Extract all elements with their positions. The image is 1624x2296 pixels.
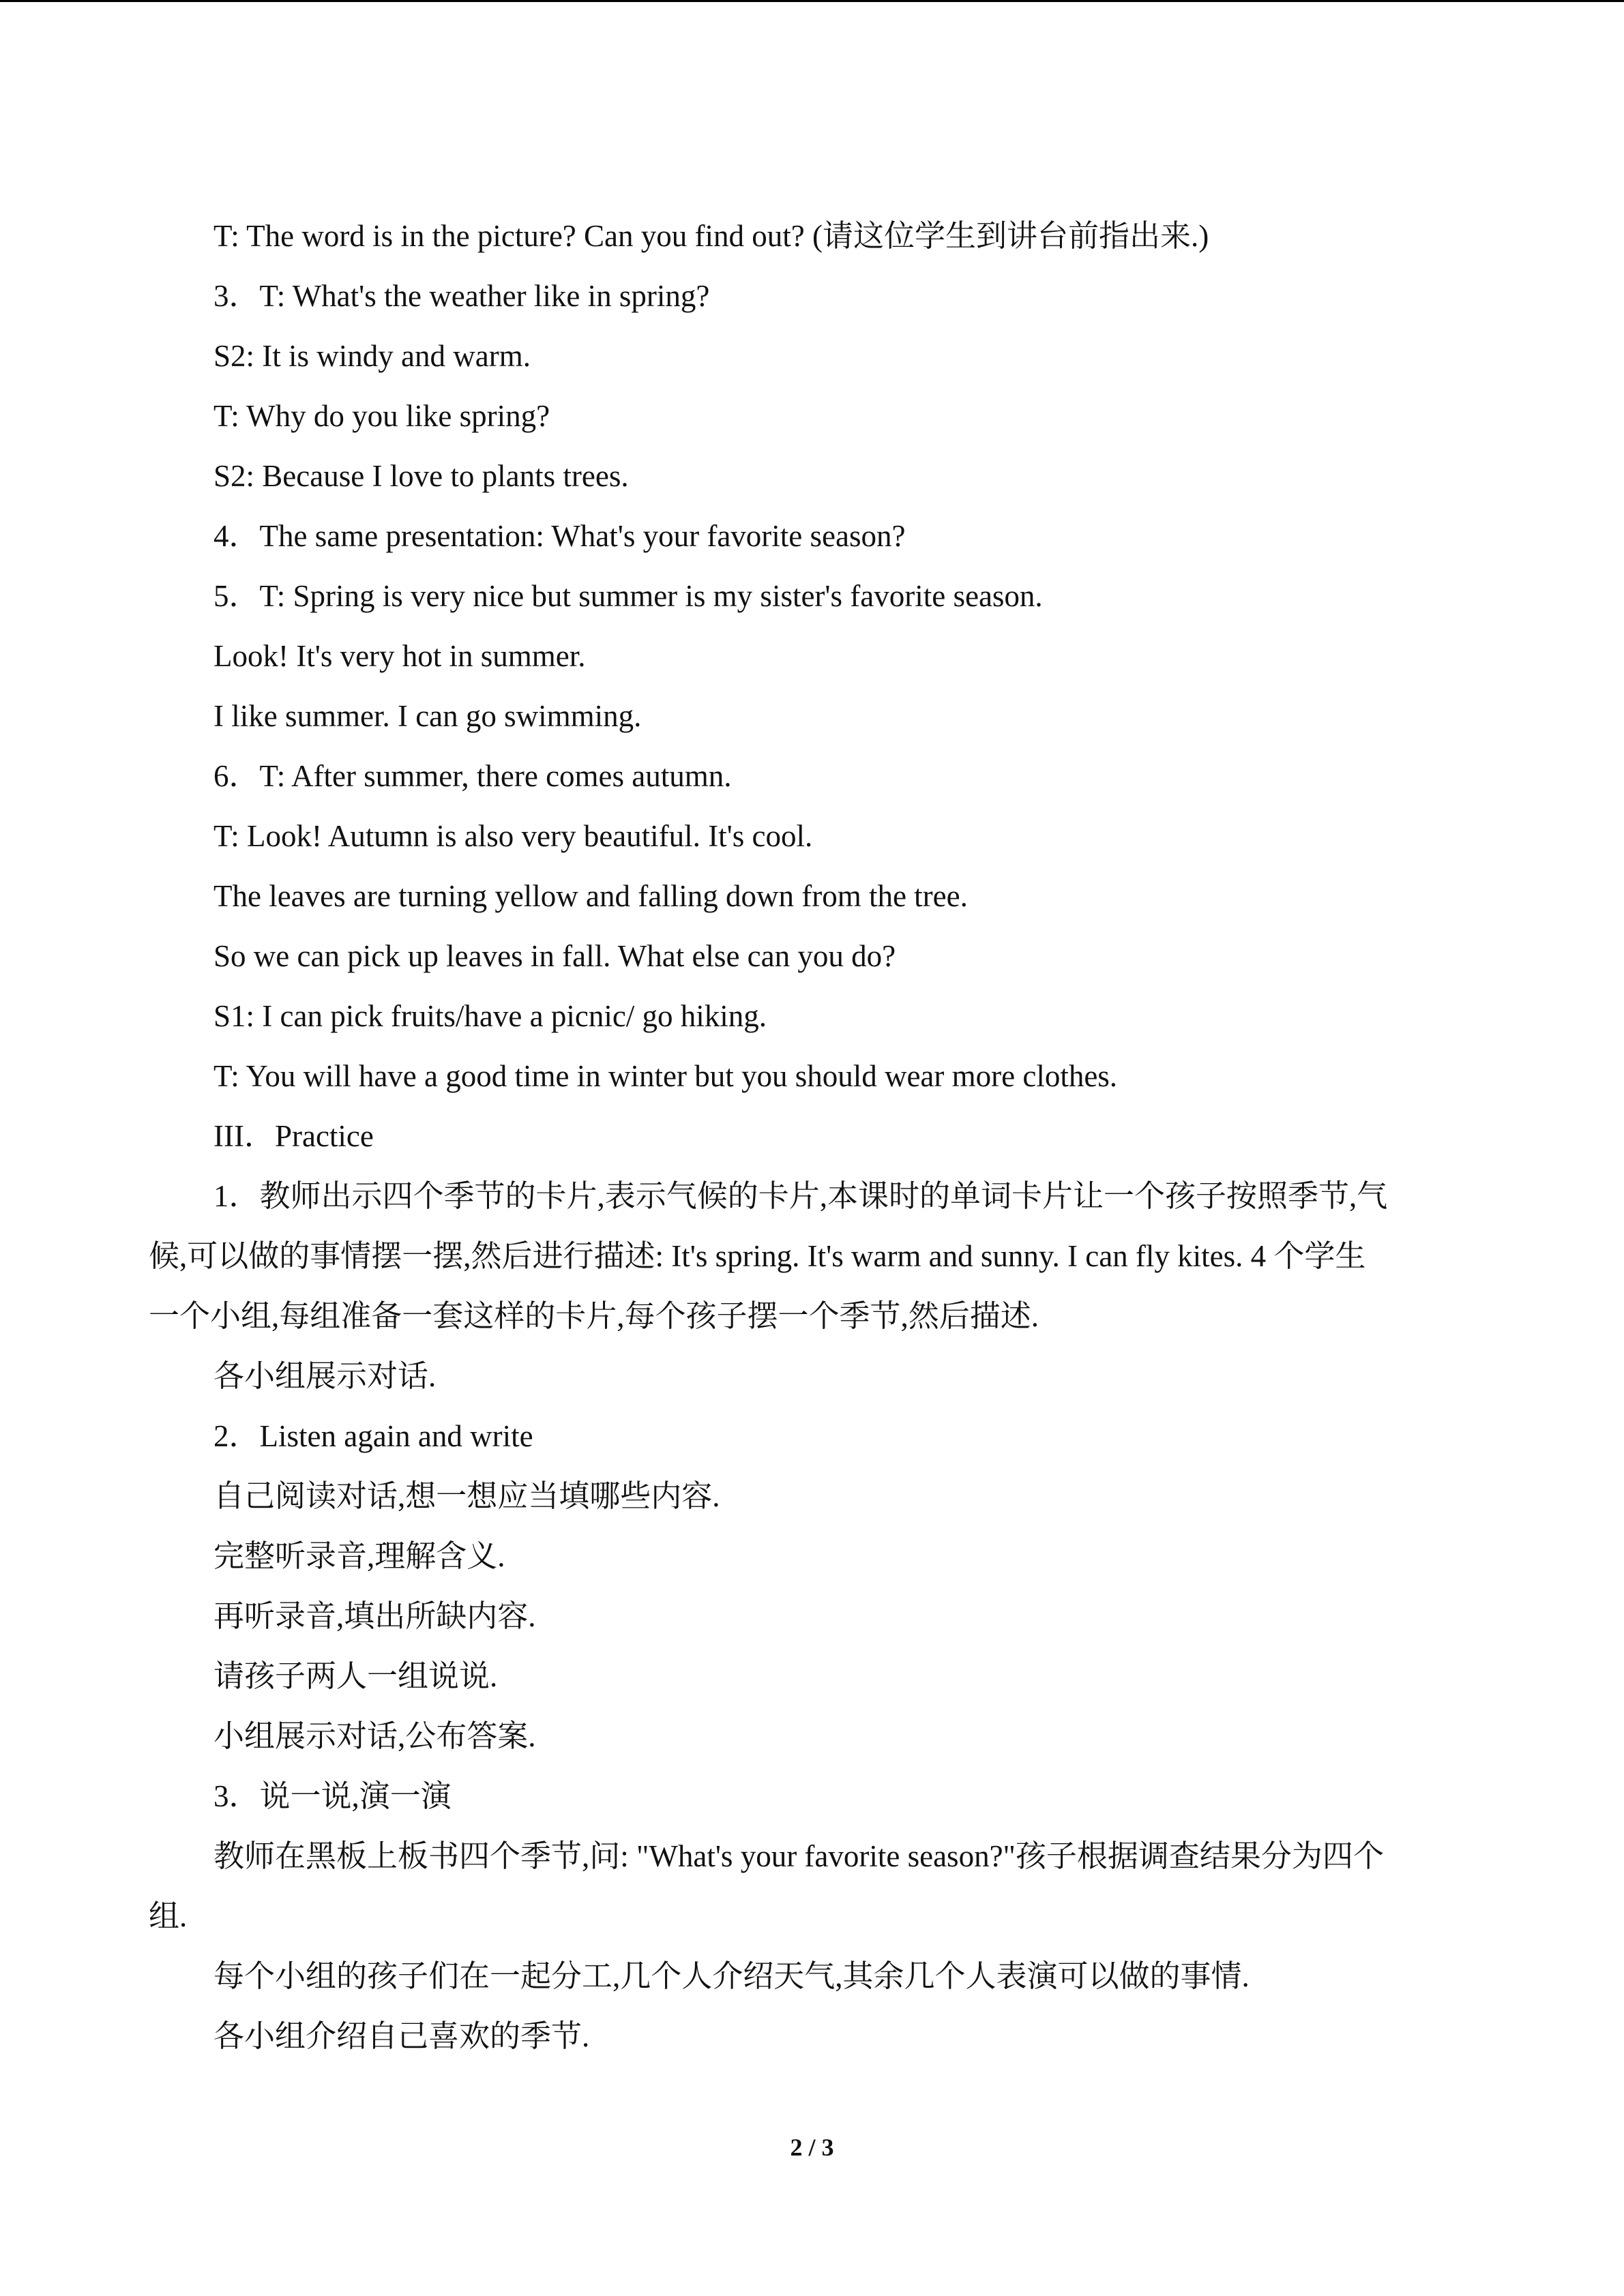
text-line: 3．说一说,演一演 bbox=[213, 1779, 452, 1813]
text-line: 2．Listen again and write bbox=[213, 1419, 533, 1453]
section-heading: III．Practice bbox=[213, 1119, 374, 1153]
text-line: 6．T: After summer, there comes autumn. bbox=[213, 759, 732, 793]
text-line: I like summer. I can go swimming. bbox=[213, 699, 642, 733]
text-line: 候,可以做的事情摆一摆,然后进行描述: It's spring. It's warm and sunny. I can fly kites. 4 个学生 bbox=[149, 1239, 1366, 1273]
text-line: 1．教师出示四个季节的卡片,表示气候的卡片,本课时的单词卡片让一个孩子按照季节,气 bbox=[213, 1179, 1388, 1213]
text-line: The leaves are turning yellow and falling down from the tree. bbox=[213, 879, 968, 913]
text-line: T: Look! Autumn is also very beautiful. It's cool. bbox=[213, 819, 813, 853]
text-line: 一个小组,每组准备一套这样的卡片,每个孩子摆一个季节,然后描述. bbox=[149, 1299, 1039, 1333]
text-line: T: Why do you like spring? bbox=[213, 399, 550, 433]
text-line: 再听录音,填出所缺内容. bbox=[213, 1599, 536, 1633]
text-line: 各小组介绍自己喜欢的季节. bbox=[213, 2019, 590, 2053]
page-number: 2 / 3 bbox=[790, 2134, 834, 2161]
text-line: S1: I can pick fruits/have a picnic/ go hiking. bbox=[213, 999, 767, 1033]
text-line: T: You will have a good time in winter but you should wear more clothes. bbox=[213, 1059, 1118, 1093]
text-line: 完整听录音,理解含义. bbox=[213, 1539, 505, 1573]
text-line: 4．The same presentation: What's your favorite season? bbox=[213, 519, 906, 553]
text-line: Look! It's very hot in summer. bbox=[213, 639, 586, 673]
text-line: 3．T: What's the weather like in spring? bbox=[213, 279, 710, 313]
text-line: 组. bbox=[149, 1899, 188, 1933]
text-line: 教师在黑板上板书四个季节,问: "What's your favorite season?"孩子根据调查结果分为四个 bbox=[213, 1839, 1384, 1873]
text-line: 请孩子两人一组说说. bbox=[213, 1659, 498, 1693]
page-top-border bbox=[0, 0, 1624, 2]
text-line: S2: Because I love to plants trees. bbox=[213, 459, 629, 493]
text-line: 小组展示对话,公布答案. bbox=[213, 1719, 536, 1753]
text-line: 各小组展示对话. bbox=[213, 1359, 437, 1393]
text-line: 5．T: Spring is very nice but summer is my sister's favorite season. bbox=[213, 579, 1043, 613]
text-line: 每个小组的孩子们在一起分工,几个人介绍天气,其余几个人表演可以做的事情. bbox=[213, 1959, 1250, 1993]
text-line: 自己阅读对话,想一想应当填哪些内容. bbox=[213, 1479, 720, 1513]
text-line: T: The word is in the picture? Can you find out? (请这位学生到讲台前指出来.) bbox=[213, 219, 1209, 253]
text-line: So we can pick up leaves in fall. What else can you do? bbox=[213, 939, 896, 973]
text-line: S2: It is windy and warm. bbox=[213, 339, 531, 373]
